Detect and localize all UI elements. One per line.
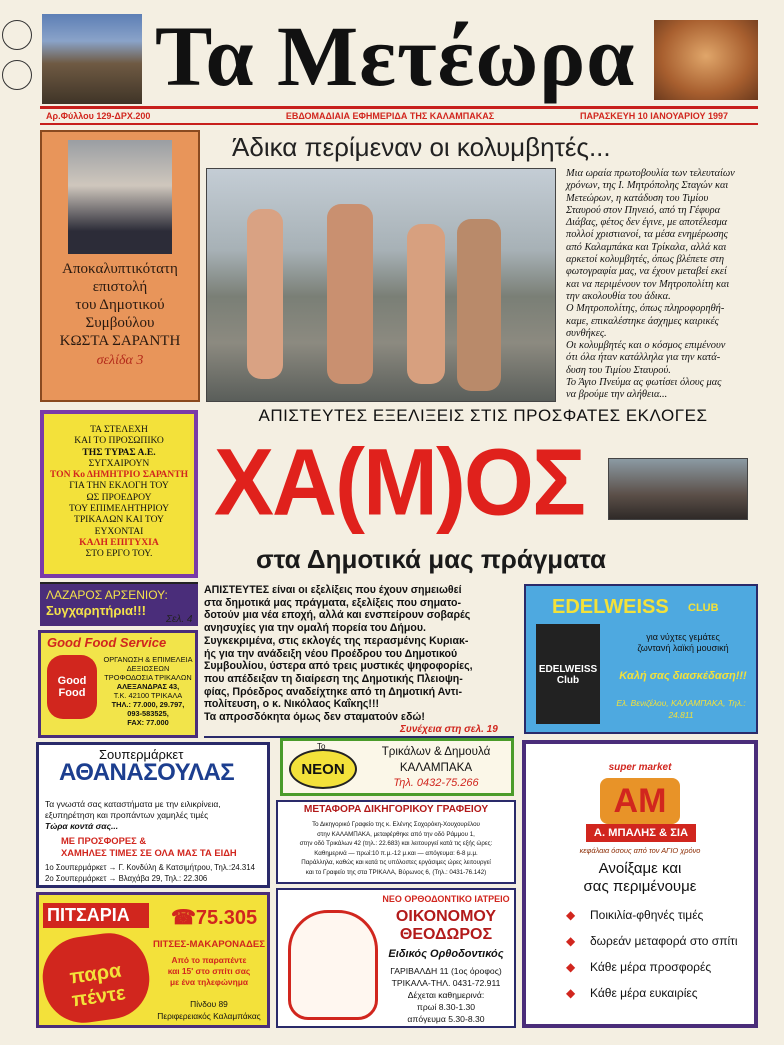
article-line: ότι όλα ήταν κατάλληλα για την κατά- [566,352,721,364]
article-line: πολλοί χριστιανοί, τα μέσα ενημέρωσης [566,229,728,241]
dentist-name: ΟΙΚΟΝΟΜΟΥ [395,908,497,925]
pizza-line: με ένα τηλεφώνημα [170,977,248,987]
body-line: Συγκεκριμένα, στις εκλογές της περασμένης Κυριακ- [204,634,469,647]
councillor-portrait [68,140,172,254]
dentist-hours: Δέχεται καθημερινά: [407,990,485,1000]
transfer-line: Παράλληλα, καθώς και κατά τις υπόλοιπες εργάσιμες ώρες λειτουργεί [301,859,491,866]
neon-address: Τρικάλων & Δημουλά [381,745,491,758]
election-headline: ΧΑ(Μ)ΟΣ [214,430,584,536]
greeting-line: ΣΤΟ ΕΡΓΟ ΤΟΥ. [85,548,153,560]
pizza-phone: ☎75.305 [171,907,258,929]
article-line: Σταυρού στον Πηνειό, από τη Γέφυρα [566,204,721,216]
goodfood-line: FAX: 77.000 [127,718,169,727]
dentist-pm: απόγευμα 5.30-8.30 [407,1014,485,1024]
article-line: και να περιμένουν τον Μητροπολίτη και [566,278,730,290]
diamond-icon: ◆ [566,986,576,1000]
mpalis-tag: κεφάλαια όσους από τον ΑΓΙΟ χρόνο [579,846,701,855]
athanasoulas-offer-2: ΧΑΜΗΛΕΣ ΤΙΜΕΣ ΣΕ ΟΛΑ ΜΑΣ ΤΑ ΕΙΔΗ [61,847,237,858]
election-body [204,584,514,724]
goodfood-line: ΤΡΟΦΟΔΟΣΙΑ ΤΡΙΚΑΛΩΝ [104,673,192,682]
edelweiss-logo: EDELWEISS Club [536,624,600,724]
athanasoulas-store: 1ο Σουπερμάρκετ → Γ. Κονδύλη & Κατσιμήτρου, Τηλ.:24.314 [45,863,255,872]
edelweiss-line: ζωντανή λαϊκή μουσική [637,643,729,653]
page-reference: σελίδα 3 [96,353,144,368]
body-line: ΑΠΙΣΤΕΥΤΕΣ είναι οι εξελίξεις που έχουν σημειωθεί [204,584,462,596]
swimmer-figure [457,219,501,391]
swimmer-figure [327,204,373,384]
body-line: φίας, Πρόεδρος αναδείχτηκε από τη Δημοτική Αντι- [204,685,462,698]
council-photo [608,458,748,520]
continued-link[interactable]: Συνέχεια στη σελ. 19 [400,724,498,735]
article-line: δυση του Τιμίου Σταυρού. [566,364,671,376]
goodfood-line: ΔΕΞΙΩΣΕΩΝ [126,664,170,673]
neon-phone: Τηλ. 0432-75.266 [393,777,479,789]
greeting-line: ΤΗΣ ΤΥΡΑΣ Α.Ε. [82,446,156,458]
article-line: από Καλαμπάκα και Τρίκαλα, αλλά και [566,241,727,253]
election-kicker: ΑΠΙΣΤΕΥΤΕΣ ΕΞΕΛΙΞΕΙΣ ΣΤΙΣ ΠΡΟΣΦΑΤΕΣ ΕΚΛΟΓΕΣ [258,406,708,425]
edelweiss-line: για νύχτες γεμάτες [646,632,720,642]
athanasoulas-kicker: Σουπερμάρκετ [99,747,184,762]
mpalis-name: Α. ΜΠΑΛΗΣ & ΣΙΑ [586,824,696,842]
greeting-line: ΚΑΛΗ ΕΠΙΤΥΧΙΑ [79,536,159,548]
article-line: την ακολουθία του άδικα. [566,290,671,302]
mpalis-lead: Ανοίξαμε και [598,860,682,877]
article-line: φωτογραφία μας, να έχουν μεταβεί εκεί [566,266,727,278]
article-line: χρόνων, της Ι. Μητρόπολης Σταγών και [566,180,729,192]
edelweiss-slogan: Καλή σας διασκέδαση!!! [619,670,747,682]
meteora-rock-photo [42,14,142,104]
athanasoulas-line: εξυπηρέτηση και προπάντων χαμηλές τιμές [45,810,209,820]
neon-logo: NEON [289,749,357,789]
swimmers-article [566,168,756,402]
mpalis-ad [522,740,758,1028]
pizza-line: Από το παραπέντε [171,955,247,965]
greeting-line: ΤΑ ΣΤΕΛΕΧΗ [90,424,148,435]
swimmers-photo [206,168,556,402]
greeting-line: ΕΥΧΟΝΤΑΙ [94,525,144,537]
article-line: Διάβας, φέτος δεν έγινε, με αποτέλεσμα [566,217,728,229]
election-subhead: στα Δημοτικά μας πράγματα [256,544,607,574]
athanasoulas-ad [36,742,270,888]
goodfood-ad [38,630,198,738]
pizza-address: Πίνδου 89 [190,999,228,1009]
mpalis-logo: ΑΜ [600,778,680,824]
body-line: Συμβουλίου, ύστερα από τρεις μυστικές ψηφοφορίες, [204,660,473,673]
athanasoulas-title: ΑΘΑΝΑΣΟΥΛΑΣ [59,759,235,786]
athanasoulas-store-2: 2ο Σουπερμάρκετ → Βλαχάβα 29, Τηλ.: 22.306 [45,874,208,883]
body-line: δοτούν μια νέα εποχή, αλλά και ενσπείρουν σοβαρές [204,609,471,622]
pizza-line: και 15' στο σπίτι σας [167,966,251,976]
article-line: Το Άγιο Πνεύμα ας φωτίσει όλους μας [566,377,722,389]
pizza-address-2: Περιφερειακός Καλαμπάκας [157,1011,261,1021]
diamond-icon: ◆ [566,934,576,948]
pizza-title: ΠΙΤΣΑΡΙΑ [43,903,149,928]
body-line: πολίτευση, ο κ. Νικόλαος Καΐκης!!! [204,698,380,711]
athanasoulas-line: Τώρα κοντά σας... [45,821,119,831]
lazaros-name: ΛΑΖΑΡΟΣ ΑΡΣΕΝΙΟΥ: [46,588,168,602]
diamond-icon: ◆ [566,908,576,922]
body-line: ής για την ανάδειξη νέου Προέδρου του Δημοτικού [204,647,458,660]
greeting-box [40,410,198,578]
article-line: να βρούμε την αλήθεια... [566,389,668,401]
stamp-circle [2,20,32,50]
dentist-am: πρωί 8.30-1.30 [416,1002,476,1012]
body-line: που απέδειξαν τη διαίρεση της Δημοτικής Πλειοψη- [204,672,463,685]
edelweiss-club-label: CLUB [688,602,719,614]
edelweiss-desc [610,632,756,654]
mpalis-super: super market [608,762,672,773]
goodfood-line: ΤΗΛ.: 77.000, 29.797, [111,700,185,709]
mpalis-item: δωρεάν μεταφορά στο σπίτι [590,934,738,948]
pizza-ad [36,892,270,1028]
story-line: ΚΩΣΤΑ ΣΑΡΑΝΤΗ [59,333,181,349]
transfer-ad [276,800,516,884]
lazaros-page: Σελ. 4 [166,614,193,625]
mpalis-item: Κάθε μέρα προσφορές [590,960,712,974]
transfer-line: στην οδό Τρικάλων 42 (τηλ.: 22.683) και λειτουργεί κατά τις εξής ώρες: [299,840,493,847]
dentist-kicker: ΝΕΟ ΟΡΘΟΔΟΝΤΙΚΟ ΙΑΤΡΕΙΟ [382,894,510,904]
issue-number: Αρ.Φύλλου 129-ΔΡΧ.200 [46,111,151,121]
stamp-circle-2 [2,60,32,90]
masthead-title: Τα Μετέωρα [155,8,636,104]
edelweiss-title: EDELWEISS [552,596,669,618]
mpalis-item: Κάθε μέρα ευκαιρίες [590,986,698,1000]
dentist-addr: ΓΑΡΙΒΑΛΔΗ 11 (1ος όροφος) [390,966,502,976]
athanasoulas-desc [45,799,267,832]
athanasoulas-offer: ΜΕ ΠΡΟΣΦΟΡΕΣ & [61,835,147,846]
goodfood-line: Τ.Κ. 42100 ΤΡΙΚΑΛΑ [113,691,183,700]
dentist-addr-2: ΤΡΙΚΑΛΑ-ΤΗΛ. 0431-72.911 [391,978,501,988]
goodfood-logo: Good Food [47,655,97,719]
lazaros-text: Συγχαρητήρια!!! [46,603,146,618]
mpalis-item: Ποικιλία-φθηνές τιμές [590,908,704,922]
neon-ad [280,738,514,796]
goodfood-title: Good Food Service [47,635,167,650]
transfer-line: Καθημερινά — πρωί:10 π.μ.-12 μ.και — απόγευμα: 6-8 μ.μ. [314,849,478,857]
body-line: Τα απροσδόκητα όμως δεν σταματούν εδώ! [204,711,425,724]
pizza-info [151,955,267,988]
article-line: συνθήκες. [566,327,607,339]
athanasoulas-line: Τα γνωστά σας καταστήματα με την ειλικρίνεια, [45,799,221,809]
swimmers-headline: Άδικα περίμεναν οι κολυμβητές... [232,132,611,162]
article-line: αρκετοί κολυμβητές, όπως βλέπετε στη [566,254,724,266]
dentist-name-2: ΘΕΟΔΩΡΟΣ [399,926,493,943]
mpalis-lead-2: σας περιμένουμε [583,878,697,895]
edelweiss-ad [524,584,758,734]
article-line: Μια ωραία πρωτοβουλία των τελευταίων [566,168,735,179]
transfer-line: στην ΚΑΛΑΜΠΑΚΑ, μεταφέρθηκε από την οδό Ράμμου 1, [317,830,475,838]
story-line: του Δημοτικού [75,297,165,313]
tooth-cartoon [288,910,378,1020]
greeting-line: ΤΟΝ Κο ΔΗΜΗΤΡΙΟ ΣΑΡΑΝΤΗ [49,469,189,481]
issue-date: ΠΑΡΑΣΚΕΥΗ 10 ΙΑΝΟΥΑΡΙΟΥ 1997 [580,111,728,121]
masthead-subtitle: ΕΒΔΟΜΑΔΙΑΙΑ ΕΦΗΜΕΡΙΔΑ ΤΗΣ ΚΑΛΑΜΠΑΚΑΣ [285,111,495,121]
transfer-body [280,820,512,877]
edelweiss-phone: 24.811 [668,710,694,720]
swimmer-figure [407,224,445,384]
goodfood-details [99,655,197,727]
greeting-line: ΣΥΓΧΑΙΡΟΥΝ [88,457,150,469]
left-story-text [42,260,198,370]
story-line: επιστολή [92,279,148,295]
neon-to: Το [317,742,326,751]
neon-town: ΚΑΛΑΜΠΑΚΑ [399,761,473,774]
greeting-line: ΤΡΙΚΑΛΩΝ ΚΑΙ ΤΟΥ [73,514,164,526]
edelweiss-address: Ελ. Βενιζέλου, ΚΑΛΑΜΠΑΚΑ, Τηλ.: [616,698,746,708]
article-line: Μετεώρων, η κατάδυση του Τιμίου [566,192,709,204]
story-line: Συμβούλου [85,315,155,331]
face-sculpture-photo [654,20,758,100]
story-line: Αποκαλυπτικότατη [62,261,178,277]
transfer-line: Το Δικηγορικό Γραφείο της κ. Ελένης Σοχορόκη-Χουχουρέλου [312,821,480,828]
swimmer-figure [247,209,283,379]
article-line: καμε, επικαλέστηκε άσχημες καιρικές [566,315,719,327]
masthead-rule-bottom [40,123,758,125]
goodfood-line: ΑΛΕΞΑΝΔΡΑΣ 43, [116,682,180,691]
article-line: Οι κολυμβητές και ο κόσμος επιμένουν [566,340,726,352]
dentist-spec: Ειδικός Ορθοδοντικός [388,948,504,960]
left-story-box [40,130,200,402]
goodfood-line: 093-583525, [127,709,169,718]
body-line: ανησυχίες για την ομαλή πορεία του Δήμου. [204,622,426,635]
greeting-line: ΤΟΥ ΕΠΙΜΕΛΗΤΗΡΙΟΥ [68,503,170,515]
article-line: Ο Μητροπολίτης, όπως πληροφορηθή- [566,303,725,315]
transfer-line: και το Γραφείο της στα ΤΡΙΚΑΛΑ, Βύρωνος 6, (Τηλ.: 0431-76.142) [305,868,487,876]
pizza-logo: παρα πέντε [38,928,155,1028]
pizza-sub: ΠΙΤΣΕΣ-ΜΑΚΑΡΟΝΑΔΕΣ [152,939,266,950]
body-line: στα δημοτικά μας πράγματα, εξελίξεις που σηματο- [204,596,462,609]
transfer-title: ΜΕΤΑΦΟΡΑ ΔΙΚΗΓΟΡΙΚΟΥ ΓΡΑΦΕΙΟΥ [303,804,489,815]
dentist-ad [276,888,516,1028]
greeting-line: ΓΙΑ ΤΗΝ ΕΚΛΟΓΗ ΤΟΥ [69,480,169,492]
diamond-icon: ◆ [566,960,576,974]
greeting-line: ΚΑΙ ΤΟ ΠΡΟΣΩΠΙΚΟ [74,435,164,447]
masthead-rule [40,106,758,109]
goodfood-line: ΟΡΓΑΝΩΣΗ & ΕΠΙΜΕΛΕΙΑ [103,655,193,664]
greeting-line: ΩΣ ΠΡΟΕΔΡΟΥ [86,491,152,503]
